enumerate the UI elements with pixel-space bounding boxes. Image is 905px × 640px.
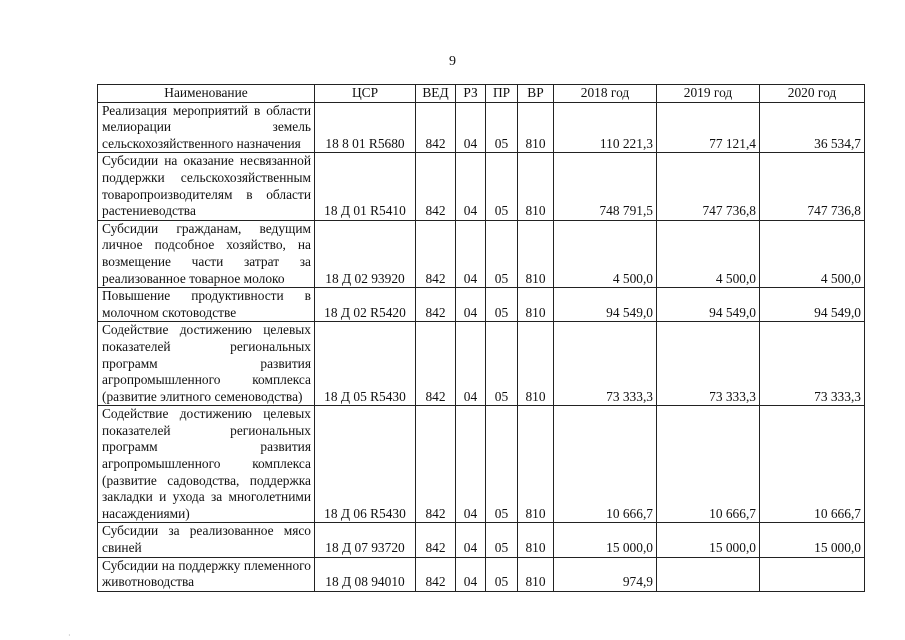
row-ved: 842 <box>416 406 456 523</box>
table-row <box>98 406 865 523</box>
row-vr: 810 <box>518 557 554 591</box>
row-csr: 18 Д 02 93920 <box>315 220 416 287</box>
header-name: Наименование <box>98 85 315 103</box>
row-name: Субсидии на оказание несвязанной поддержки сельскохозяйственным товаропроизводителям в области растениеводства <box>98 153 315 220</box>
row-name: Субсидии за реализованное мясо свиней <box>98 523 315 557</box>
page-number: 9 <box>449 54 456 69</box>
table-row <box>98 523 865 557</box>
row-2020: 15 000,0 <box>760 523 865 557</box>
row-2018: 748 791,5 <box>554 153 657 220</box>
row-2020: 73 333,3 <box>760 322 865 406</box>
row-2020: 747 736,8 <box>760 153 865 220</box>
row-csr: 18 Д 08 94010 <box>315 557 416 591</box>
row-ved: 842 <box>416 288 456 322</box>
row-csr: 18 8 01 R5680 <box>315 102 416 153</box>
row-2018: 10 666,7 <box>554 406 657 523</box>
header-csr: ЦСР <box>315 85 416 103</box>
table-row <box>98 288 865 322</box>
row-ved: 842 <box>416 322 456 406</box>
row-2019: 77 121,4 <box>657 102 760 153</box>
row-rz: 04 <box>456 288 486 322</box>
row-name: Содействие достижению целевых показателей региональных программ развития агропромышленного комплекса (развитие садоводства, поддержка закладки и ухода за многолетними насаждениями) <box>98 406 315 523</box>
row-rz: 04 <box>456 406 486 523</box>
row-csr: 18 Д 06 R5430 <box>315 406 416 523</box>
row-ved: 842 <box>416 102 456 153</box>
row-2018: 110 221,3 <box>554 102 657 153</box>
row-pr: 05 <box>486 102 518 153</box>
table-row <box>98 153 865 220</box>
table-row <box>98 102 865 153</box>
row-pr: 05 <box>486 322 518 406</box>
row-name: Субсидии гражданам, ведущим личное подсобное хозяйство, на возмещение части затрат за реализованное товарное молоко <box>98 220 315 287</box>
row-rz: 04 <box>456 153 486 220</box>
row-2019: 15 000,0 <box>657 523 760 557</box>
row-csr: 18 Д 07 93720 <box>315 523 416 557</box>
row-2019 <box>657 557 760 591</box>
row-rz: 04 <box>456 523 486 557</box>
row-ved: 842 <box>416 220 456 287</box>
row-2019: 747 736,8 <box>657 153 760 220</box>
table-row <box>98 557 865 591</box>
row-csr: 18 Д 02 R5420 <box>315 288 416 322</box>
row-name: Содействие достижению целевых показателей региональных программ развития агропромышленного комплекса (развитие элитного семеноводства) <box>98 322 315 406</box>
row-csr: 18 Д 05 R5430 <box>315 322 416 406</box>
row-rz: 04 <box>456 220 486 287</box>
table-header-row <box>98 85 865 103</box>
row-2020: 4 500,0 <box>760 220 865 287</box>
row-2018: 94 549,0 <box>554 288 657 322</box>
row-pr: 05 <box>486 557 518 591</box>
header-ved: ВЕД <box>416 85 456 103</box>
row-vr: 810 <box>518 102 554 153</box>
row-pr: 05 <box>486 153 518 220</box>
row-pr: 05 <box>486 220 518 287</box>
row-ved: 842 <box>416 153 456 220</box>
row-2019: 73 333,3 <box>657 322 760 406</box>
row-csr: 18 Д 01 R5410 <box>315 153 416 220</box>
row-vr: 810 <box>518 288 554 322</box>
header-2020: 2020 год <box>760 85 865 103</box>
row-2019: 94 549,0 <box>657 288 760 322</box>
row-rz: 04 <box>456 322 486 406</box>
scan-speck: · <box>68 631 71 640</box>
row-vr: 810 <box>518 220 554 287</box>
header-2018: 2018 год <box>554 85 657 103</box>
row-vr: 810 <box>518 523 554 557</box>
table-row <box>98 220 865 287</box>
row-2019: 10 666,7 <box>657 406 760 523</box>
row-2019: 4 500,0 <box>657 220 760 287</box>
row-name: Повышение продуктивности в молочном скотоводстве <box>98 288 315 322</box>
row-vr: 810 <box>518 406 554 523</box>
row-rz: 04 <box>456 102 486 153</box>
row-2020: 10 666,7 <box>760 406 865 523</box>
header-vr: ВР <box>518 85 554 103</box>
row-vr: 810 <box>518 153 554 220</box>
row-rz: 04 <box>456 557 486 591</box>
row-2020: 94 549,0 <box>760 288 865 322</box>
row-ved: 842 <box>416 523 456 557</box>
row-2018: 15 000,0 <box>554 523 657 557</box>
header-pr: ПР <box>486 85 518 103</box>
header-2019: 2019 год <box>657 85 760 103</box>
row-pr: 05 <box>486 523 518 557</box>
row-name: Субсидии на поддержку племенного животноводства <box>98 557 315 591</box>
row-pr: 05 <box>486 288 518 322</box>
row-2018: 73 333,3 <box>554 322 657 406</box>
header-rz: РЗ <box>456 85 486 103</box>
table-row <box>98 322 865 406</box>
row-2018: 974,9 <box>554 557 657 591</box>
row-name: Реализация мероприятий в области мелиорации земель сельскохозяйственного назначения <box>98 102 315 153</box>
row-vr: 810 <box>518 322 554 406</box>
row-2018: 4 500,0 <box>554 220 657 287</box>
row-ved: 842 <box>416 557 456 591</box>
row-2020 <box>760 557 865 591</box>
row-pr: 05 <box>486 406 518 523</box>
row-2020: 36 534,7 <box>760 102 865 153</box>
budget-table <box>97 84 865 592</box>
